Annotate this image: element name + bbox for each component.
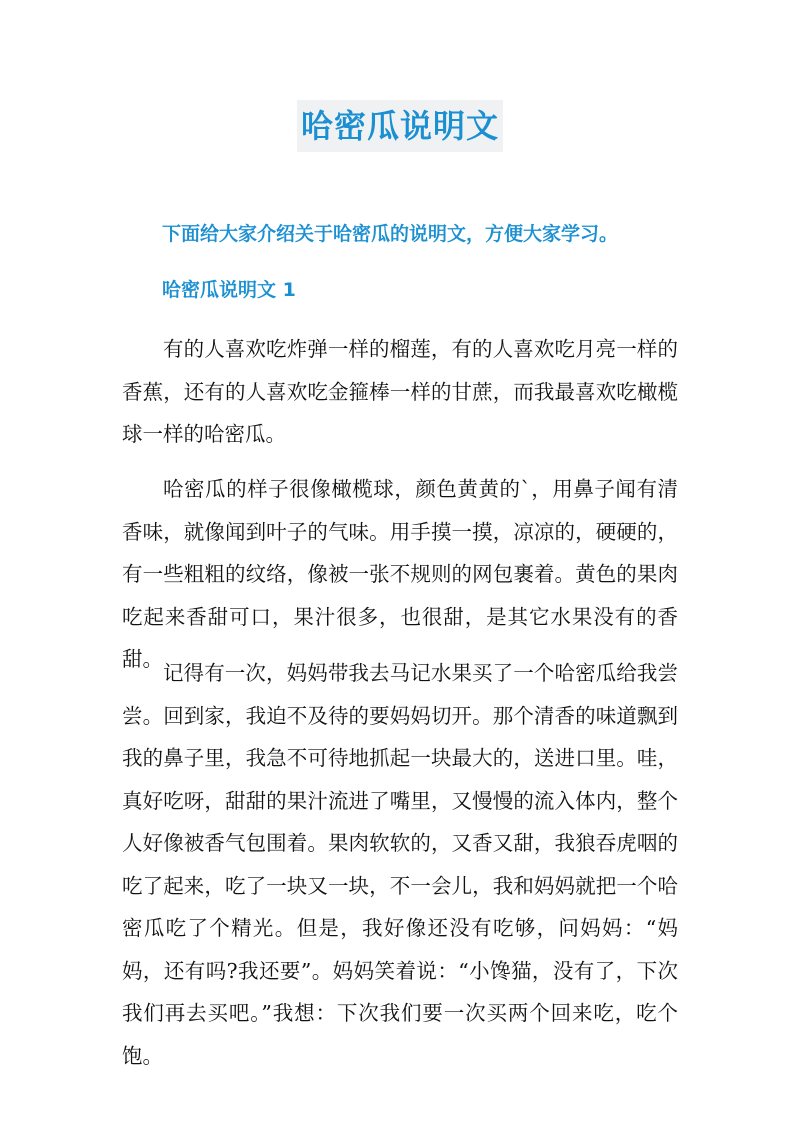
paragraph-3: 记得有一次，妈妈带我去马记水果买了一个哈密瓜给我尝尝。回到家，我迫不及待的要妈妈切开。那个清香的味道飘到我的鼻子里，我急不可待地抓起一块最大的，送进口里。哇，真好吃呀，甜甜的果汁流进了嘴里，又慢慢的流入体内，整个人好像被香气包围着。果肉软软的，又香又甜，我狼吞虎咽的吃了起来，吃了一块又一块，不一会儿，我和妈妈就把一个哈密瓜吃了个精光。但是，我好像还没有吃够，问妈妈：“妈妈，还有吗?我还要”。妈妈笑着说：“小馋猫，没有了，下次我们再去买吧。”我想：下次我们要一次买两个回来吃，吃个饱。: [122, 661, 678, 1068]
title-container: [0, 100, 800, 152]
document-title: 哈密瓜说明文: [297, 100, 503, 152]
paragraph-2: 哈密瓜的样子很像橄榄球，颜色黄黄的`，用鼻子闻有清香味，就像闻到叶子的气味。用手摸一摸，凉凉的，硬硬的，有一些粗粗的纹络，像被一张不规则的网包裹着。黄色的果肉吃起来香甜可口，果汁很多，也很甜，是其它水果没有的香甜。: [122, 477, 678, 671]
section-heading: 哈密瓜说明文 1: [162, 279, 296, 301]
intro-text: 下面给大家介绍关于哈密瓜的说明文，方便大家学习。: [162, 223, 619, 245]
paragraph-1: 有的人喜欢吃炸弹一样的榴莲，有的人喜欢吃月亮一样的香蕉，还有的人喜欢吃金箍棒一样的甘蔗，而我最喜欢吃橄榄球一样的哈密瓜。: [122, 337, 678, 446]
